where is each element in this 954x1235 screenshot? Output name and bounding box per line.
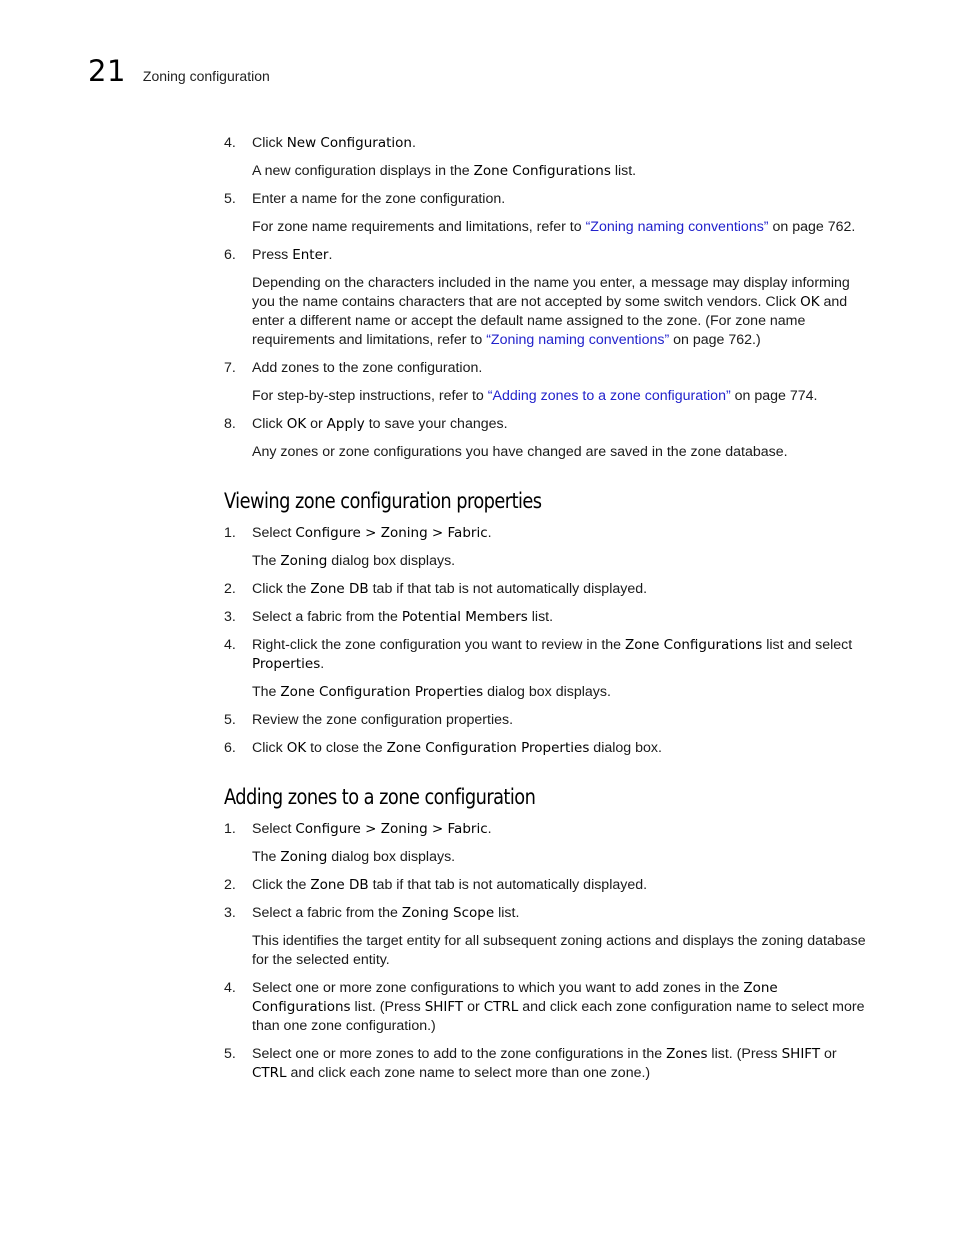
text: .: [328, 247, 333, 263]
section-heading: Adding zones to a zone configuration: [224, 785, 536, 810]
ui-term: CTRL: [483, 999, 519, 1015]
ui-term: Zone DB: [310, 877, 369, 893]
ui-term: Apply: [326, 416, 365, 432]
text: The: [252, 553, 281, 569]
text: The: [252, 684, 281, 700]
text: tab if that tab is not automatically displayed.: [368, 581, 648, 597]
text: dialog box displays.: [483, 684, 611, 700]
ui-term: Properties: [252, 656, 321, 672]
text: list and select: [762, 637, 853, 653]
text: Select one or more zone configurations to which you want to add zones in the: [252, 980, 744, 996]
text: to close the: [306, 740, 387, 756]
text: dialog box displays.: [327, 553, 456, 569]
cross-reference-link[interactable]: “Zoning naming conventions”: [585, 219, 769, 235]
step-number: 8.: [224, 416, 236, 432]
step-number: 2.: [224, 581, 236, 597]
text: Right-click the zone configuration you want to review in the: [252, 637, 626, 653]
ui-term: Zone Configurations: [252, 980, 778, 1015]
step-4-note: [224, 683, 869, 702]
text: Review the zone configuration properties.: [252, 712, 514, 728]
text: list. (Press: [707, 1046, 782, 1062]
text: to save your changes.: [364, 416, 508, 432]
ui-term: Configure > Zoning > Fabric: [295, 525, 488, 541]
text: and enter a different name or accept the default name assigned to the zone. (For zone name requirements and limitations, refer to: [252, 294, 848, 348]
step-number: 4.: [224, 980, 236, 996]
text: list.: [494, 905, 520, 921]
ui-term: Zone Configurations: [625, 637, 763, 653]
ui-term: OK: [286, 416, 307, 432]
text: Click the: [252, 581, 311, 597]
step-7-note: [224, 387, 869, 406]
text: Select: [252, 821, 296, 837]
ui-term: Zone DB: [310, 581, 369, 597]
text: Press: [252, 247, 293, 263]
text: or: [463, 999, 484, 1015]
text: Click the: [252, 877, 311, 893]
text: and click each zone configuration name to select more than one zone configuration.): [252, 999, 865, 1034]
section-heading: Viewing zone configuration properties: [224, 489, 542, 514]
step-number: 2.: [224, 877, 236, 893]
ui-term: Zone Configuration Properties: [386, 740, 590, 756]
text: list. (Press: [350, 999, 425, 1015]
ui-term: Enter: [292, 247, 329, 263]
page-content: [224, 134, 869, 1092]
step-2: [224, 876, 869, 895]
text: .: [320, 656, 325, 672]
text: dialog box.: [589, 740, 662, 756]
step-number: 1.: [224, 525, 236, 541]
text: The: [252, 849, 281, 865]
ui-term: Zone Configurations: [473, 163, 611, 179]
step-number: 1.: [224, 821, 236, 837]
text: list.: [527, 609, 554, 625]
step-6: [224, 246, 869, 265]
text: Click: [252, 740, 287, 756]
ui-term: SHIFT: [424, 999, 464, 1015]
text: Select a fabric from the: [252, 905, 402, 921]
step-number: 6.: [224, 740, 236, 756]
text: A new configuration displays in the: [252, 163, 474, 179]
ui-term: Zoning: [280, 849, 328, 865]
text: Depending on the characters included in the name you enter, a message may display informing you the name contains characters that are not accepted by some switch vendors. Click: [252, 275, 850, 310]
text: For step-by-step instructions, refer to: [252, 388, 488, 404]
text: .: [487, 821, 492, 837]
step-number: 4.: [224, 135, 236, 151]
ui-term: Zone Configuration Properties: [280, 684, 484, 700]
step-8: [224, 415, 869, 434]
ui-term: New Configuration: [286, 135, 412, 151]
cross-reference-link[interactable]: “Zoning naming conventions”: [486, 332, 670, 348]
text: dialog box displays.: [327, 849, 456, 865]
step-4: [224, 979, 869, 1036]
step-6: [224, 739, 869, 758]
text: For zone name requirements and limitations, refer to: [252, 219, 586, 235]
chapter-number: 21: [88, 54, 126, 88]
text: Select a fabric from the: [252, 609, 402, 625]
text: Select: [252, 525, 296, 541]
step-number: 5.: [224, 712, 236, 728]
step-5: [224, 1045, 869, 1083]
step-number: 4.: [224, 637, 236, 653]
step-number: 3.: [224, 905, 236, 921]
step-5-note: [224, 218, 869, 237]
text: This identifies the target entity for all subsequent zoning actions and displays the zoning database for the selected entity.: [252, 933, 866, 968]
step-3: [224, 608, 869, 627]
ui-term: Zones: [666, 1046, 708, 1062]
text: Add zones to the zone configuration.: [252, 360, 483, 376]
step-number: 6.: [224, 247, 236, 263]
ui-term: Zoning: [280, 553, 328, 569]
step-number: 5.: [224, 1046, 236, 1062]
text: tab if that tab is not automatically displayed.: [368, 877, 648, 893]
text: on page 774.: [730, 388, 818, 404]
ui-term: OK: [286, 740, 307, 756]
ui-term: Configure > Zoning > Fabric: [295, 821, 488, 837]
step-1-note: [224, 552, 869, 571]
text: Click: [252, 416, 287, 432]
ui-term: Potential Members: [401, 609, 528, 625]
text: and click each zone name to select more than one zone.): [286, 1065, 651, 1081]
step-1: [224, 820, 869, 839]
page-header: [88, 54, 270, 88]
step-number: 3.: [224, 609, 236, 625]
step-5: [224, 711, 869, 730]
step-5: [224, 190, 869, 209]
chapter-title: Zoning configuration: [142, 68, 270, 84]
step-4: [224, 636, 869, 674]
step-2: [224, 580, 869, 599]
text: or: [820, 1046, 837, 1062]
step-4: [224, 134, 869, 153]
step-6-note: [224, 274, 869, 350]
text: on page 762.): [669, 332, 761, 348]
cross-reference-link[interactable]: “Adding zones to a zone configuration”: [487, 388, 731, 404]
ui-term: Zoning Scope: [401, 905, 495, 921]
step-3: [224, 904, 869, 923]
ui-term: OK: [800, 294, 820, 310]
ui-term: CTRL: [252, 1065, 287, 1081]
step-1: [224, 524, 869, 543]
step-number: 5.: [224, 191, 236, 207]
text: .: [411, 135, 416, 151]
text: or: [306, 416, 327, 432]
text: Enter a name for the zone configuration.: [252, 191, 506, 207]
ui-term: SHIFT: [781, 1046, 821, 1062]
text: Any zones or zone configurations you have changed are saved in the zone database.: [252, 444, 788, 460]
text: list.: [610, 163, 637, 179]
text: Click: [252, 135, 287, 151]
step-4-note: [224, 162, 869, 181]
step-8-note: [224, 443, 869, 462]
text: .: [487, 525, 492, 541]
step-number: 7.: [224, 360, 236, 376]
step-7: [224, 359, 869, 378]
text: Select one or more zones to add to the zone configurations in the: [252, 1046, 667, 1062]
step-3-note: [224, 932, 869, 970]
step-1-note: [224, 848, 869, 867]
text: on page 762.: [768, 219, 856, 235]
